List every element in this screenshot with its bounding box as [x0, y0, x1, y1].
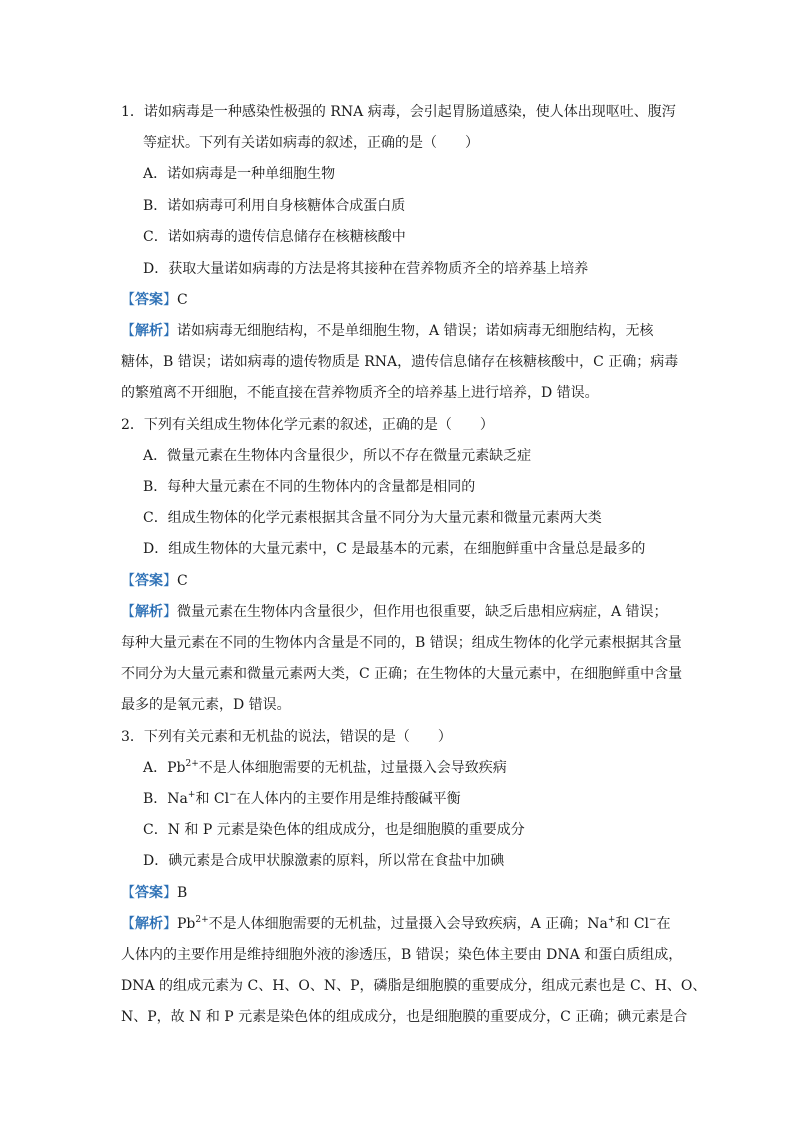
q3-exp-mid: 不是人体细胞需要的无机盐，过量摄入会导致疾病，A 正确；Na	[208, 916, 608, 932]
analysis-tag: 解析	[135, 916, 163, 932]
q1-explanation-line1: 【解析】诺如病毒无细胞结构，不是单细胞生物，A 错误；诺如病毒无细胞结构，无核	[121, 323, 654, 339]
q3-option-d: D．碘元素是合成甲状腺激素的原料，所以常在食盐中加碘	[143, 853, 505, 869]
q2-answer: 【答案】C	[121, 573, 188, 589]
q1-option-c: C．诺如病毒的遗传信息储存在核糖核酸中	[143, 229, 406, 245]
q3-exp-superscript-1: 2+	[195, 915, 209, 925]
q3-option-a	[143, 758, 507, 778]
q1-answer-value: C	[177, 292, 188, 308]
q3-option-c: C．N 和 P 元素是染色体的组成成分，也是细胞膜的重要成分	[143, 822, 525, 838]
answer-tag: 答案	[135, 885, 163, 901]
q3-answer-value: B	[177, 885, 188, 901]
q3-explanation-line4: N、P，故 N 和 P 元素是染色体的组成成分，也是细胞膜的重要成分，C 正确；碘元素是合	[121, 1009, 688, 1025]
q2-option-c: C．组成生物体的化学元素根据其含量不同分为大量元素和微量元素两大类	[143, 510, 602, 526]
q2-explanation-text1: 微量元素在生物体内含量很少，但作用也很重要，缺乏后患相应病症，A 错误；	[177, 604, 668, 620]
q3-a-prefix: A．Pb	[143, 760, 186, 776]
q3-exp-mid2: 和 Cl	[615, 916, 650, 932]
q2-explanation-line4: 最多的是氧元素，D 错误。	[121, 697, 291, 713]
q1-stem-line2: 等症状。下列有关诺如病毒的叙述，正确的是（ ）	[143, 135, 479, 151]
q1-stem-line1: 1．诺如病毒是一种感染性极强的 RNA 病毒，会引起胃肠道感染，使人体出现呕吐、腹泻	[121, 104, 676, 120]
answer-tag: 答案	[135, 292, 163, 308]
analysis-tag: 解析	[135, 323, 163, 339]
q2-explanation-line1: 【解析】微量元素在生物体内含量很少，但作用也很重要，缺乏后患相应病症，A 错误；	[121, 604, 668, 620]
q3-exp-superscript-2: +	[607, 915, 616, 925]
q3-b-mid: 和 Cl	[195, 791, 230, 807]
q3-explanation-line2: 人体内的主要作用是维持细胞外液的渗透压，B 错误；染色体主要由 DNA 和蛋白质组成，	[121, 947, 683, 963]
q3-exp-superscript-3: −	[649, 915, 657, 925]
q3-explanation-line3: DNA 的组成元素为 C、H、O、N、P，磷脂是细胞膜的重要成分，组成元素也是 C、H、O、	[121, 978, 707, 994]
q1-option-b: B．诺如病毒可利用自身核糖体合成蛋白质	[143, 198, 406, 214]
q1-explanation-line3: 的繁殖离不开细胞，不能直接在营养物质齐全的培养基上进行培养，D 错误。	[121, 385, 599, 401]
q3-b-superscript-1: +	[187, 790, 196, 800]
q3-exp-post: 在	[656, 916, 671, 932]
analysis-tag: 解析	[135, 604, 163, 620]
q3-explanation-line1: 【解析】$Pb^{2+}$不是人体细胞需要的无机盐，过量摄入会导致疾病，A 正确；Na+和 Cl−在	[121, 915, 671, 932]
q3-exp-prefix: Pb	[177, 916, 196, 932]
q2-option-d: D．组成生物体的大量元素中，C 是最基本的元素，在细胞鲜重中含量总是最多的	[143, 541, 646, 557]
q1-explanation-line2: 糖体，B 错误；诺如病毒的遗传物质是 RNA，遗传信息储存在核糖核酸中，C 正确；病毒	[121, 354, 679, 370]
q1-option-d: D．获取大量诺如病毒的方法是将其接种在营养物质齐全的培养基上培养	[143, 261, 589, 277]
q3-answer: 【答案】B	[121, 885, 188, 901]
q3-a-text: 不是人体细胞需要的无机盐，过量摄入会导致疾病	[198, 760, 507, 776]
answer-tag: 答案	[135, 573, 163, 589]
q1-answer: 【答案】C	[121, 292, 188, 308]
q3-b-superscript-2: −	[229, 790, 237, 800]
q2-explanation-line2: 每种大量元素在不同的生物体内含量是不同的，B 错误；组成生物体的化学元素根据其含量	[121, 635, 682, 651]
q3-b-prefix: B．Na	[143, 791, 188, 807]
q2-option-b: B．每种大量元素在不同的生物体内的含量都是相同的	[143, 479, 476, 495]
q3-stem: 3．下列有关元素和无机盐的说法，错误的是（ ）	[121, 729, 452, 745]
q3-a-superscript: 2+	[185, 759, 199, 769]
q3-b-text: 在人体内的主要作用是维持酸碱平衡	[236, 791, 461, 807]
q1-explanation-text1: 诺如病毒无细胞结构，不是单细胞生物，A 错误；诺如病毒无细胞结构，无核	[177, 323, 654, 339]
q2-answer-value: C	[177, 573, 188, 589]
q2-stem: 2．下列有关组成生物体化学元素的叙述，正确的是（ ）	[121, 417, 494, 433]
q3-option-b	[143, 789, 461, 809]
q1-option-a: A．诺如病毒是一种单细胞生物	[143, 166, 336, 182]
q2-option-a: A．微量元素在生物体内含量很少，所以不存在微量元素缺乏症	[143, 448, 532, 464]
q2-explanation-line3: 不同分为大量元素和微量元素两大类，C 正确；在生物体的大量元素中，在细胞鲜重中含量	[121, 666, 683, 682]
